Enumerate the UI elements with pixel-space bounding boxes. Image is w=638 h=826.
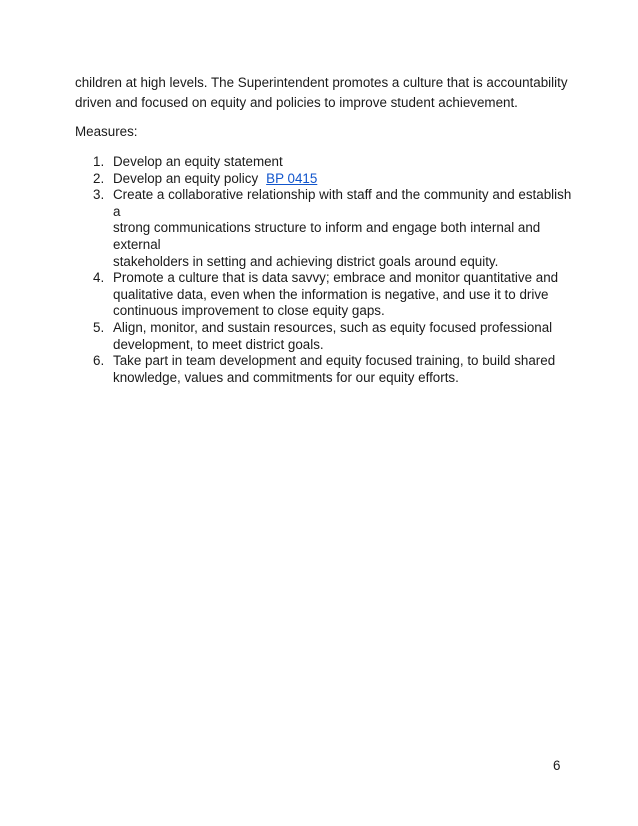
policy-link[interactable]: BP 0415 [266,170,318,186]
measure-number: 5. [93,319,105,335]
measure-text: Develop an equity statement [113,154,283,169]
measure-text: Align, monitor, and sustain resources, such as equity focused professional [113,319,553,335]
measure-text: strong communications structure to inform and engage both internal and external [113,220,541,252]
measure-item-4 [75,270,575,320]
measure-item-6 [75,353,575,386]
measure-text: knowledge, values and commitments for our equity efforts. [113,369,459,385]
measures-list [75,154,575,386]
measures-heading: Measures: [75,124,138,139]
measure-number: 2. [93,170,105,186]
measure-item-2 [75,171,575,188]
measure-number: 3. [93,187,105,203]
measure-item-1 [75,154,575,171]
intro-line: children at high levels. The Superintendent promotes a culture that is accountability [75,75,568,90]
measure-number: 1. [93,154,105,169]
measure-text: Take part in team development and equity focused training, to build shared [113,353,556,369]
measure-number: 4. [93,270,105,286]
page-number: 6 [553,758,561,773]
intro-line: driven and focused on equity and policies to improve student achievement. [75,94,518,110]
intro-paragraph [75,73,575,112]
measure-text: Develop an equity policy [113,170,259,186]
measure-text: stakeholders in setting and achieving district goals around equity. [113,253,499,269]
measure-text: Promote a culture that is data savvy; embrace and monitor quantitative and [113,270,559,286]
measure-text: development, to meet district goals. [113,336,324,352]
measure-number: 6. [93,353,105,369]
measure-item-3 [75,187,575,270]
measure-text: Create a collaborative relationship with staff and the community and establish a [113,187,572,219]
measure-text: continuous improvement to close equity gaps. [113,303,385,319]
measure-text: qualitative data, even when the information is negative, and use it to drive [113,286,549,302]
measure-item-5 [75,320,575,353]
